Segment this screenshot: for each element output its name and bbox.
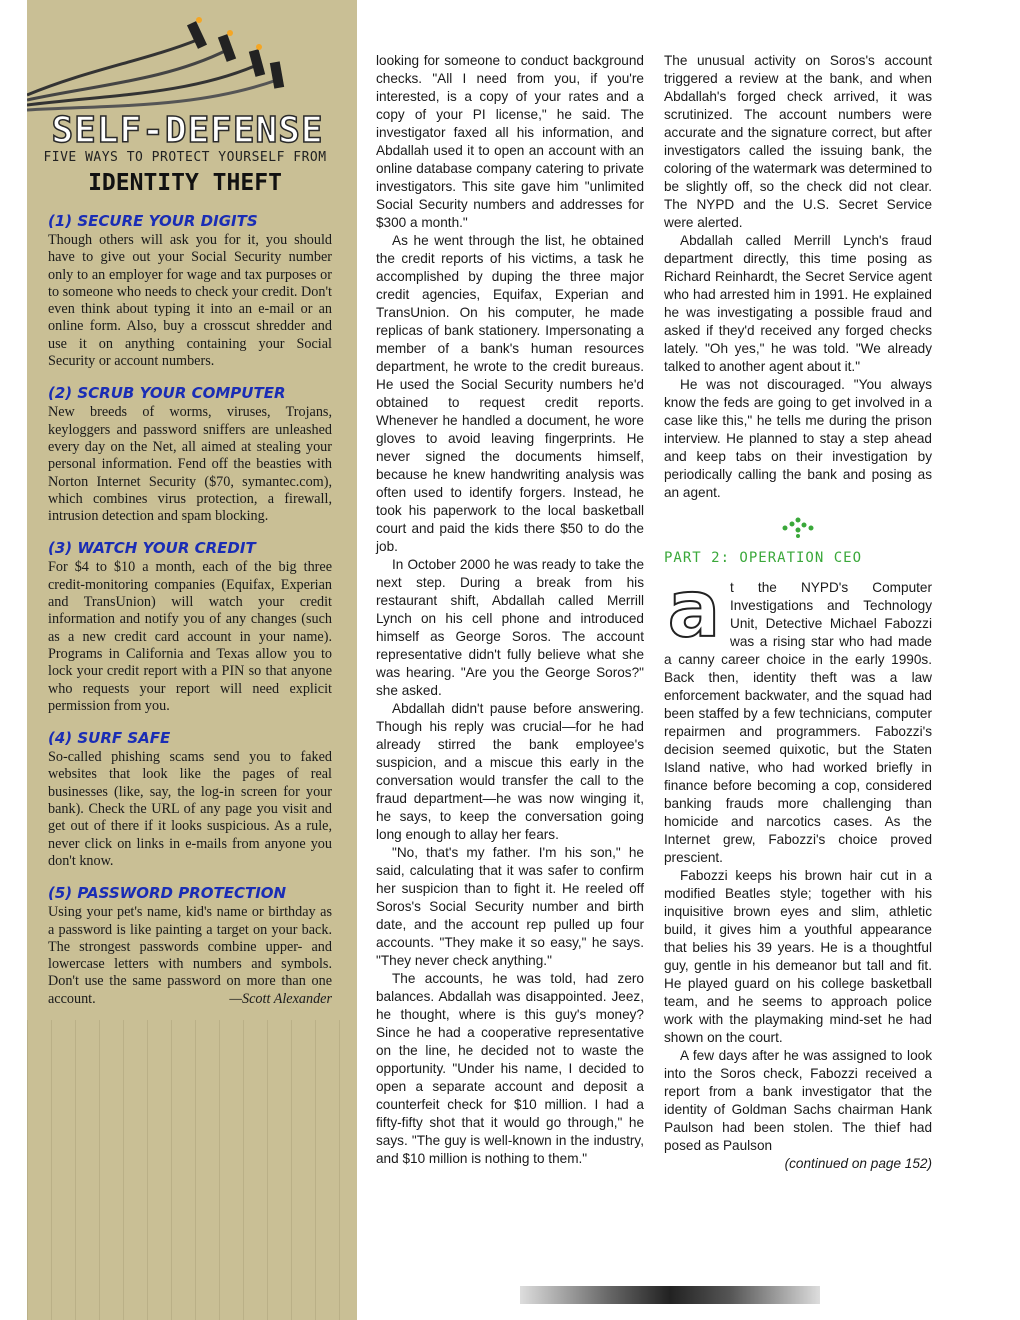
tip-heading: (3) WATCH YOUR CREDIT [48,539,256,558]
tip-text: For $4 to $10 a month, each of the big three credit-monitoring companies (Equifax, Experian and TransUnion) will watch your credit information and notify you of any changes (such as a new credit card account in your name). Programs in California and Texas allow you to lock your credit report with a PIN so that anyone who requests your report will need explicit permission from you. [48,559,332,714]
first-paragraph [664,565,932,867]
byline: —Scott Alexander [229,990,332,1007]
paragraph: Abdallah called Merrill Lynch's fraud department directly, this time posing as Richard Reinhardt, the Secret Service agent who had arrested him in 1991. He explained he was investigating a possible fraud and asked if they'd received any forged checks lately. "Oh yes," he was told. "We already talked to another agent about it." [664,233,932,374]
sidebar-stripes [27,1020,357,1320]
page-footer-bar [520,1286,820,1304]
paragraph: He was not discouraged. "You always know the feds are going to get involved in a case like this," he tells me during the prison interview. He planned to stay a step ahead and keep tabs on their investigation by periodically calling the bank and posing as an agent. [664,377,932,500]
tip-text: Using your pet's name, kid's name or birthday as a password is like painting a target on your back. The strongest passwords combine upper- and lowercase letters with numbers and symbols. Don't use the same password on more than one account. [48,904,332,1007]
tip-text: Though others will ask you for it, you should have to give out your Social Security number only to an employer for wage and tax purposes or to someone who needs to check your credit. Don't even think about typing it into an e-mail or an online form. Also, buy a crosscut shredder and use it on anything containing your Social Security or account numbers. [48,232,332,370]
paragraph: In October 2000 he was ready to take the next step. During a break from his restaurant shift, Abdallah called Merrill Lynch on his cell phone and introduced himself as George Soros. The account representative didn't fully believe what she was hearing. "Are you the George Soros?" she asked. [376,557,644,698]
cables-illustration [27,0,357,120]
tip-text: So-called phishing scams send you to faked websites that look like the pages of real businesses (like, say, the log-in screen for your bank). Check the URL of any page you visit and get out of there if it looks suspicious. As a rule, never click on links in e-mails from anyone you don't know. [48,749,332,869]
tip-heading: (5) PASSWORD PROTECTION [48,884,287,903]
paragraph: "No, that's my father. I'm his son," he said, calculating that it was safer to confirm her suspicion than to fight it. He reeled off Soros's Social Security number and birth date, and the account rep pulled up four accounts. "They make it so easy," he says. "They never check anything." [376,845,644,968]
sidebar-title: SELF-DEFENSE [51,110,324,151]
tip-text: New breeds of worms, viruses, Trojans, keyloggers and password sniffers are unleashed every day on the Net, all aimed at stealing your personal information. Fend off the beasties with Norton Internet Security ($70, symantec.com), which combines virus protection, a firewall, intrusion detection and spam blocking. [48,404,332,525]
tips-list [48,212,332,1022]
paragraph: The accounts, he was told, had zero balances. Abdallah was disappointed. Jeez, he thought, where is this guy's money? Since he had a cooperative representative on the line, he decided not to waste the opportunity. "Under his name, I decided to open a separate account and deposit a counterfeit check for $10 million. I had a fifty-fifty shot that it would go through," he says. "The guy is well-known in the industry, and $10 million is nothing to them." [376,971,644,1166]
sidebar-headline: IDENTITY THEFT [88,170,282,196]
sidebar-subtitle: FIVE WAYS TO PROTECT YOURSELF FROM [43,150,327,165]
paragraph: looking for someone to conduct background checks. "All I need from you, if you're interested, is a copy of your rates and a copy of your PI license," he said. The investigator faxed all his information, and Abdallah used it to open an account with an online database company catering to private investigators. This site gave him "unlimited Social Security numbers and addresses for $300 a month." [376,53,644,230]
section-heading: PART 2: OPERATION CEO [664,550,863,566]
sidebar-panel [27,0,357,1320]
article-column-2 [376,52,644,1168]
tip-heading: (1) SECURE YOUR DIGITS [48,212,258,230]
article-column-3 [664,52,932,1173]
tip-text-last [48,904,332,1008]
drop-cap: a [667,565,721,655]
tip-heading: (2) SCRUB YOUR COMPUTER [48,384,286,403]
paragraph: As he went through the list, he obtained the credit reports of his victims, a task he accomplished by duping the three major credit agencies, Equifax, Experian and TransUnion. On his computer, he made replicas of bank stationery. Impersonating a member of a bank's human resources department, he wrote to the credit bureaus. He used the Social Security numbers he'd obtained to request credit reports. Whenever he handled a document, he wore gloves to avoid leaving fingerprints. He never signed the documents himself, because he knew handwriting analysis was often used to identify forgers. Instead, he took his paperwork to the local basketball court and paid the kids there $50 to do the job. [376,233,644,554]
paragraph: The unusual activity on Soros's account triggered a review at the bank, and when Abdallah's forged check arrived, it was scrutinized. The account numbers were accurate and the signature correct, but after investigators called the issuing bank, the coloring of the watermark was determined to be slightly off, so the check did not clear. The NYPD and the U.S. Secret Service were alerted. [664,53,932,230]
section-ornament-icon [664,516,932,543]
paragraph-text: t the NYPD's Computer Investigations and Technology Unit, Detective Michael Fabozzi was a rising star who had made a canny career choice in the early 1990s. Back then, identity theft was a law enforcement backwater, and the squad had been staffed by a few technicians, computer repairmen and programmers. Fabozzi's decision seemed quixotic, but the Staten Island native, who had worked briefly in finance before becoming a cop, considered banking frauds more challenging than homicide and narcotics cases. As the Internet grew, Fabozzi's choice proved prescient. [664,580,932,865]
continued-note: (continued on page 152) [784,1156,932,1171]
paragraph: Abdallah didn't pause before answering. Though his reply was crucial—for he had already stirred the bank employee's suspicion, and a miscue this early in the conversation would transfer the call to the fraud department—he was now winging it, he says, to keep the conversation going long enough to allay her fears. [376,701,644,842]
tip-heading: (4) SURF SAFE [48,729,171,748]
paragraph: A few days after he was assigned to look into the Soros check, Fabozzi received a report from a bank investigator that the identity of Goldman Sachs chairman Hank Paulson had been stolen. The thief had posed as Paulson [664,1048,932,1153]
paragraph: Fabozzi keeps his brown hair cut in a modified Beatles style; together with his inquisitive brown eyes and slim, athletic build, it gives him a youthful appearance that belies his 39 years. He is a thoughtful guy, gentle in his demeanor but tall and fit. He played guard on his college basketball team, and he seems to approach police work with the playmaking mind-set he had shown on the court. [664,868,932,1045]
